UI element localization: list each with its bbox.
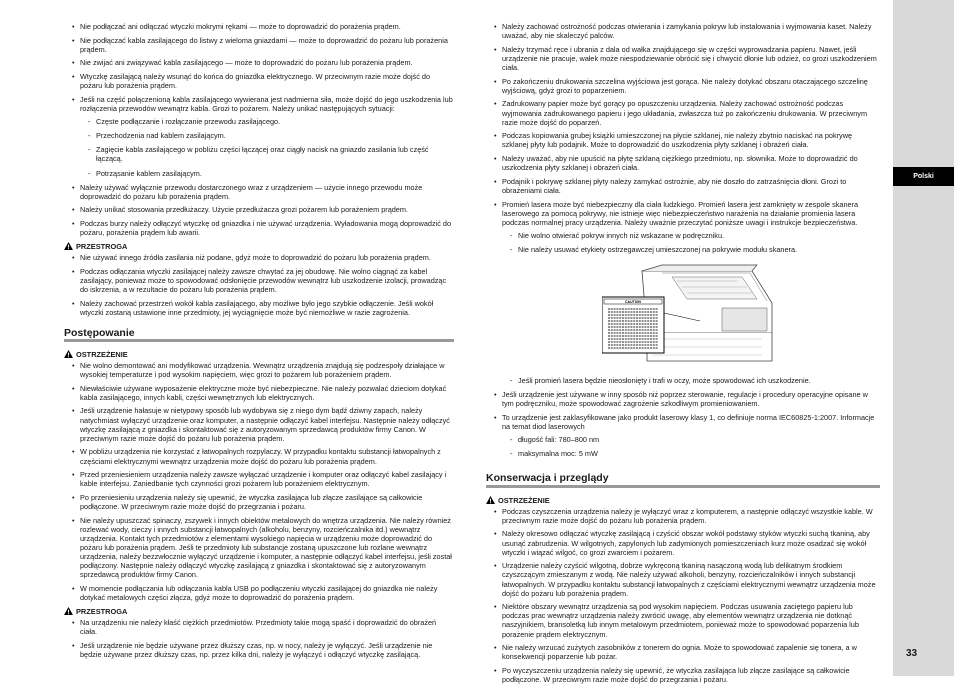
list-item: • Należy zachować przestrzeń wokół kabla zasilającego, aby możliwe było jego szybkie odłączenie. Jeśli wokół wtyczki zostaną ustawione inne przedmioty, jej wyciągnięcie może być niemożliwe w razie zagrożenia. xyxy=(72,299,454,317)
handling-list xyxy=(494,22,880,458)
caution-heading xyxy=(64,607,454,616)
list-item: • Po wyczyszczeniu urządzenia należy się upewnić, że wtyczka zasilająca lub złącze zasilające są całkowicie podłączone. W przeciwnym razie może dojść do przegrzania i pożaru. xyxy=(494,666,880,684)
sub-list-item: - maksymalna moc: 5 mW xyxy=(502,449,880,458)
list-item: • W pobliżu urządzenia nie korzystać z łatwopalnych rozpylaczy. W przypadku kontaktu substancji łatwopalnych z częściami elektrycznymi wewnątrz urządzenia może dojść do pożaru lub porażenia prądem. xyxy=(72,447,454,465)
svg-text:CAUTION: CAUTION xyxy=(625,300,641,305)
list-item: • Należy uważać, aby nie upuścić na płytę szklaną ciężkiego przedmiotu, np. słownika. Może to doprowadzić do uszkodzenia płyty szklanej i obrażeń ciała. xyxy=(494,154,880,172)
list-item: • Podajnik i pokrywę szklanej płyty należy zamykać ostrożnie, aby nie doszło do zatrzaśnięcia dłoni. Grozi to obrażeniami ciała. xyxy=(494,177,880,195)
list-item: • Niektóre obszary wewnątrz urządzenia są pod wysokim napięciem. Podczas usuwania zaciętego papieru lub podczas prac wewnątrz urządzenia należy zwrócić uwagę, aby elementów wewnątrz urządzenia nie dotknąć naszyjnikiem, bransoletką lub innym metalowym przedmiotem, ponieważ może to spowodować poparzenia lub porażenie prądem elektrycznym. xyxy=(494,602,880,638)
warning-label: OSTRZEŻENIE xyxy=(76,349,128,359)
caution-label: PRZESTROGA xyxy=(76,606,128,616)
warning-triangle-icon xyxy=(64,350,73,358)
list-item: • Nie należy wrzucać zużytych zasobników z tonerem do ognia. Może to spowodować zapalenie się tonera, a w konsekwencji poparzenie lub pożar. xyxy=(494,643,880,661)
list-item: • W momencie podłączania lub odłączania kabla USB po podłączeniu wtyczki zasilającej do gniazdka nie należy dotykać metalowych części złącza, gdyż może to doprowadzić do porażenia prądem. xyxy=(72,584,454,602)
list-item: • Nie używać innego źródła zasilania niż podane, gdyż może to doprowadzić do pożaru lub porażenia prądem. xyxy=(72,253,454,262)
list-item: • Podczas czyszczenia urządzenia należy je wyłączyć wraz z komputerem, a następnie odłączyć wszystkie kable. W przeciwnym razie może dojść do pożaru lub porażenia prądem. xyxy=(494,507,880,525)
list-item: • Jeśli urządzenie jest używane w inny sposób niż poprzez sterowanie, regulacje i procedury operacyjne opisane w tym podręczniku, może spowodować zagrożenie szkodliwym promieniowaniem. xyxy=(494,390,880,408)
list-item: • Po zakończeniu drukowania szczelina wyjściowa jest gorąca. Nie należy dotykać obszaru otaczającego szczelinę wyjściową, gdyż grozi to poparzeniem. xyxy=(494,77,880,95)
list-item: • Należy używać wyłącznie przewodu dostarczonego wraz z urządzeniem — użycie innego przewodu może doprowadzić do pożaru lub porażenia prądem. xyxy=(72,183,454,201)
list-item xyxy=(494,200,880,386)
section-heading-konserwacja: Konserwacja i przeglądy xyxy=(486,474,880,487)
sub-list-item: - Zagięcie kabla zasilającego w pobliżu części łączącej oraz ciągły nacisk na gniazdo zasilania lub część łączącą. xyxy=(80,145,454,163)
list-item: • Nie wolno demontować ani modyfikować urządzenia. Wewnątrz urządzenia znajdują się podzespoły działające w wysokiej temperaturze i pod wysokim napięciem, więc grozi to pożarem lub porażeniem prądem. xyxy=(72,361,454,379)
list-item: • Podczas burzy należy odłączyć wtyczkę od gniazdka i nie używać urządzenia. Wyładowania mogą doprowadzić do pożaru, porażenia prądem lub awarii. xyxy=(72,219,454,237)
warning-triangle-icon xyxy=(486,496,495,504)
list-item: • Na urządzeniu nie należy kłaść ciężkich przedmiotów. Przedmioty takie mogą spaść i doprowadzić do obrażeń ciała. xyxy=(72,618,454,636)
intro-list xyxy=(72,22,454,237)
caution-list xyxy=(72,618,454,659)
sub-list-item: - długość fali: 780–800 nm xyxy=(502,435,880,444)
list-item: • Należy zachować ostrożność podczas otwierania i zamykania pokryw lub instalowania i wyjmowania kaset. Należy uważać, aby nie skaleczyć palców. xyxy=(494,22,880,40)
list-item-text: To urządzenie jest zaklasyfikowane jako produkt laserowy klasy 1, co definiuje norma IEC60825-1:2007. Informacje na temat diod laserowych xyxy=(502,413,875,432)
caution-heading xyxy=(64,242,454,251)
sub-list-item: - Jeśli promień lasera będzie nieosłonięty i trafi w oczy, może spowodować ich uszkodzenie. xyxy=(502,376,880,385)
sub-list-item: - Częste podłączanie i rozłączanie przewodu zasilającego. xyxy=(80,117,454,126)
sub-list-item: - Przechodzenia nad kablem zasilającym. xyxy=(80,131,454,140)
list-item: • Przed przeniesieniem urządzenia należy zawsze wyłączać urządzenie i komputer oraz odłączyć kabel zasilający i kable interfejsu. Zaniedbanie tych czynności grozi pożarem lub porażeniem elektrycznym. xyxy=(72,470,454,488)
list-item: • Należy okresowo odłączać wtyczkę zasilającą i czyścić obszar wokół podstawy styków wtyczki suchą tkaniną, aby usunąć zabrudzenia. W wilgotnych, zapylonych lub zadymionych pomieszczeniach kurz może osadzać się wokół wtyczki i wiązać wilgoć, co grozi zwarciem i pożarem. xyxy=(494,529,880,556)
sub-list-item: - Potrząsanie kablem zasilającym. xyxy=(80,169,454,178)
page-number: 33 xyxy=(906,648,918,659)
list-item: • Podczas kopiowania grubej książki umieszczonej na płycie szklanej, nie należy zbytnio naciskać na pokrywę szklanej płyty lub podajnik. Może to doprowadzić do uszkodzenia płyty szklanej i obrażeń ciała. xyxy=(494,131,880,149)
list-item: • Niewłaściwie używane wyposażenie elektryczne może być niebezpieczne. Nie należy pozwalać dzieciom dotykać kabla zasilającego, innych kabli, części wewnętrznych lub elektrycznych. xyxy=(72,384,454,402)
language-tab: Polski xyxy=(893,167,954,186)
caution-triangle-icon xyxy=(64,607,73,615)
sub-list xyxy=(502,435,880,458)
warning-heading xyxy=(486,496,880,505)
scanner-warning-label-illustration xyxy=(602,263,777,366)
sub-list xyxy=(502,376,880,385)
list-item: • Należy unikać stosowania przedłużaczy. Użycie przedłużacza grozi pożarem lub porażeniem prądem. xyxy=(72,205,454,214)
sub-list xyxy=(502,231,880,254)
caution-label: PRZESTROGA xyxy=(76,241,128,251)
caution-triangle-icon xyxy=(64,242,73,250)
list-item: • Urządzenie należy czyścić wilgotną, dobrze wykręconą tkaniną nasączoną wodą lub delikatnym środkiem czyszczącym zmieszanym z wodą. Nie należy używać alkoholi, benzyny, rozcieńczalników i innych substancji łatwopalnych. W przypadku kontaktu substancji łatwopalnych z częściami elektrycznymi wewnątrz urządzenia może dojść do pożaru lub porażenia prądem. xyxy=(494,561,880,597)
list-item: • Nie podłączać ani odłączać wtyczki mokrymi rękami — może to doprowadzić do porażenia prądem. xyxy=(72,22,454,31)
list-item: • Podczas odłączania wtyczki zasilającej należy zawsze chwytać za jej obudowę. Nie wolno ciągnąć za kabel zasilający, ponieważ może to spowodować odsłonięcie przewodów wewnątrz lub uszkodzenie izolacji, prowadząc do iskrzenia, a w rezultacie do pożaru lub porażenia prądem. xyxy=(72,267,454,294)
list-item: • Nie zwijać ani związywać kabla zasilającego — może to doprowadzić do pożaru lub porażenia prądem. xyxy=(72,58,454,67)
left-column xyxy=(64,22,454,663)
warning-heading xyxy=(64,350,454,359)
list-item: • Nie należy upuszczać spinaczy, zszywek i innych obiektów metalowych do wnętrza urządzenia. Nie należy również rozlewać wody, cieczy i innych substancji łatwopalnych (alkoholu, benzyny, rozcieńczalnika itd.) wewnątrz urządzenia. Kontakt tych przedmiotów z elementami wysokiego napięcia w urządzeniu może doprowadzić do pożaru lub porażenia prądem. Jeśli te przedmioty lub substancje zostaną upuszczone lub rozlane wewnątrz urządzenia, należy bezzwłocznie wyłączyć urządzenie i komputer, a następnie odłączyć kabel interfejsu, jeśli został podłączony. Następnie należy odłączyć wtyczkę zasilającą z gniazdka i skontaktować się z autoryzowanym sprzedawcą produktów firmy Canon. xyxy=(72,516,454,580)
side-margin-bar xyxy=(893,0,954,676)
warning-list xyxy=(494,507,880,685)
list-item: • Jeśli urządzenie nie będzie używane przez dłuższy czas, np. w nocy, należy je wyłączyć. Jeśli urządzenie nie będzie używane przez dłuższy czas, np. przez kilka dni, należy je wyłączyć i odłączyć wtyczkę zasilającą. xyxy=(72,641,454,659)
list-item: • Należy trzymać ręce i ubrania z dala od wałka znajdującego się w części wyprowadzania papieru. Nawet, jeśli urządzenie nie pracuje, wałek może niespodziewanie obrócić się i chwycić dłonie lub odzież, co grozi uszkodzeniem ciała. xyxy=(494,45,880,72)
warning-label: OSTRZEŻENIE xyxy=(498,495,550,505)
sub-list xyxy=(80,117,454,177)
list-item-text: Jeśli na część połączenioną kabla zasilającego wywierana jest nadmierna siła, może dojść do jego uszkodzenia lub rozłączenia przewodów wewnątrz kabla. Grozi to pożarem. Należy unikać następujących sytuacji: xyxy=(80,94,453,114)
sub-list-item: - Nie należy usuwać etykiety ostrzegawczej umieszczonej na pokrywie modułu skanera. xyxy=(502,245,880,254)
list-item: • Zadrukowany papier może być gorący po opuszczeniu urządzenia. Należy zachować ostrożność podczas wyjmowania zadrukowanego papieru i jego układania, zwłaszcza tuż po zakończeniu drukowania. W przeciwnym razie może dojść do poparzeń. xyxy=(494,99,880,126)
list-item xyxy=(72,95,454,178)
list-item: • Po przeniesieniu urządzenia należy się upewnić, że wtyczka zasilająca lub złącze zasilające są całkowicie podłączone. W przeciwnym razie może dojść do przegrzania i pożaru. xyxy=(72,493,454,511)
list-item: • Wtyczkę zasilającą należy wsunąć do końca do gniazdka elektrycznego. W przeciwnym razie może dojść do pożaru lub porażenia prądem. xyxy=(72,72,454,90)
sub-list-item: - Nie wolno otwierać pokryw innych niż wskazane w podręczniku. xyxy=(502,231,880,240)
caution-list xyxy=(72,253,454,317)
section-heading-postepowanie: Postępowanie xyxy=(64,329,454,342)
list-item: • Nie podłączać kabla zasilającego do listwy z wieloma gniazdami — może to doprowadzić do pożaru lub porażenia prądem. xyxy=(72,36,454,54)
list-item xyxy=(494,413,880,458)
list-item: • Jeśli urządzenie hałasuje w nietypowy sposób lub wydobywa się z niego dym bądź dziwny zapach, należy natychmiast wyłączyć urządzenie oraz komputer, a następnie odłączyć kabel interfejsu. Następnie należy odłączyć wtyczkę zasilającą z gniazdka i skontaktować się z autoryzowanym sprzedawcą produktów firmy Canon. W przeciwnym razie może dojść do pożaru lub porażenia prądem. xyxy=(72,406,454,442)
right-column xyxy=(486,22,880,689)
warning-list xyxy=(72,361,454,602)
list-item-text: Promień lasera może być niebezpieczny dla ciała ludzkiego. Promień lasera jest zamknięty w zespole skanera laserowego za pomocą pokrywy, nie istnieje więc niebezpieczeństwo narażenia na działanie promienia lasera podczas normalnej pracy urządzenia. Należy uważnie przeczytać poniższe uwagi i instrukcje bezpieczeństwa. xyxy=(502,199,859,227)
